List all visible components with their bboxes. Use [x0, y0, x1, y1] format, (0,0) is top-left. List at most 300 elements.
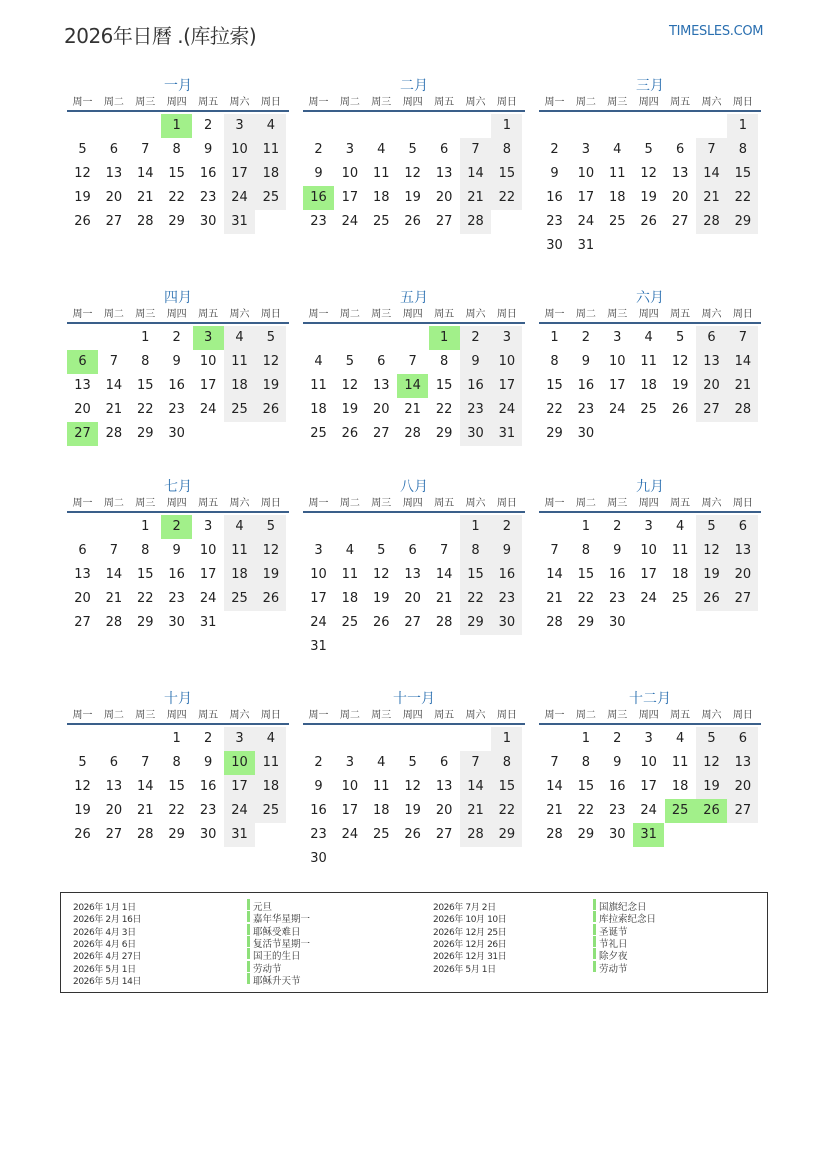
weekday-label: 周五 — [670, 710, 691, 721]
day-cell: 23 — [168, 591, 185, 606]
month-title: 十月 — [164, 691, 192, 707]
weekday-label: 周三 — [135, 710, 156, 721]
day-cell: 27 — [105, 214, 123, 229]
weekday-label: 周五 — [434, 710, 455, 721]
day-cell: 19 — [696, 563, 727, 587]
day-cell: 5 — [644, 142, 653, 157]
day-cell: 16 — [609, 567, 626, 582]
holiday-name: 除夕夜 — [593, 948, 628, 962]
weekday-header — [539, 93, 761, 107]
day-cell: 31 — [224, 823, 255, 847]
day-cell: 27 — [404, 615, 421, 630]
day-cell: 16 — [199, 779, 217, 794]
weekday-label: 周四 — [638, 97, 659, 108]
weekday-label: 周日 — [260, 710, 281, 721]
holiday-day-cell: 14 — [397, 374, 428, 398]
weekday-header — [67, 305, 289, 319]
day-cell: 13 — [105, 166, 123, 181]
day-cell: 7 — [109, 543, 119, 558]
day-cell: 12 — [696, 751, 727, 775]
day-cell: 26 — [404, 827, 421, 842]
day-cell: 20 — [74, 591, 91, 606]
day-cell: 13 — [435, 166, 453, 181]
holiday-date: 2026年 4月 6日 — [73, 939, 136, 950]
day-cell: 4 — [255, 114, 286, 138]
day-cell: 23 — [199, 803, 217, 818]
day-cell: 8 — [439, 354, 449, 369]
day-cell: 25 — [373, 214, 390, 229]
header-rule — [67, 322, 289, 324]
day-cell: 22 — [577, 591, 595, 606]
day-cell: 10 — [577, 166, 595, 181]
day-cell: 21 — [105, 591, 123, 606]
day-cell: 2 — [581, 330, 591, 345]
day-cell: 12 — [640, 166, 657, 181]
day-cell: 27 — [74, 615, 91, 630]
day-cell: 1 — [550, 330, 559, 345]
day-cell: 26 — [74, 214, 91, 229]
day-cell: 14 — [546, 567, 563, 582]
weekday-label: 周一 — [72, 498, 93, 509]
day-cell: 13 — [671, 166, 689, 181]
header-rule — [303, 723, 525, 725]
day-cell: 6 — [675, 142, 685, 157]
day-cell: 19 — [404, 190, 421, 205]
day-cell: 23 — [460, 398, 491, 422]
day-cell: 16 — [609, 779, 626, 794]
holiday-name: 耶稣受难日 — [247, 924, 301, 938]
weekday-label: 周四 — [402, 97, 423, 108]
day-cell: 28 — [460, 823, 491, 847]
day-cell: 10 — [341, 779, 359, 794]
weekday-label: 周四 — [638, 710, 659, 721]
day-cell: 20 — [696, 374, 727, 398]
day-cell: 8 — [172, 755, 181, 770]
day-cell: 7 — [109, 354, 119, 369]
day-cell: 29 — [491, 823, 522, 847]
weekday-header — [539, 706, 761, 720]
day-cell: 11 — [609, 166, 626, 181]
day-cell: 8 — [172, 142, 181, 157]
day-cell: 5 — [345, 354, 355, 369]
day-cell: 27 — [435, 214, 453, 229]
day-cell: 18 — [224, 374, 255, 398]
weekday-label: 周三 — [135, 309, 156, 320]
holiday-name: 耶稣升天节 — [247, 973, 301, 987]
day-cell: 29 — [460, 611, 491, 635]
day-cell: 13 — [105, 779, 123, 794]
day-cell: 14 — [105, 567, 123, 582]
day-cell: 21 — [435, 591, 453, 606]
day-cell: 10 — [310, 567, 327, 582]
day-cell: 11 — [640, 354, 657, 369]
day-cell: 15 — [727, 162, 758, 186]
day-cell: 17 — [491, 374, 522, 398]
weekday-label: 周六 — [701, 710, 722, 721]
weekday-header — [67, 494, 289, 508]
day-cell: 9 — [613, 543, 622, 558]
day-cell: 28 — [546, 615, 563, 630]
day-cell: 22 — [168, 803, 185, 818]
month-title: 八月 — [400, 479, 428, 495]
day-cell: 19 — [404, 803, 421, 818]
day-cell: 28 — [137, 827, 154, 842]
day-cell: 5 — [696, 515, 727, 539]
holiday-name: 劳动节 — [593, 961, 628, 975]
day-cell: 17 — [199, 378, 217, 393]
day-cell: 18 — [373, 190, 390, 205]
day-cell: 24 — [640, 803, 657, 818]
day-cell: 20 — [373, 402, 390, 417]
day-cell: 23 — [609, 803, 626, 818]
day-cell: 20 — [671, 190, 689, 205]
weekday-label: 周一 — [544, 97, 565, 108]
header-rule — [539, 723, 761, 725]
day-cell: 19 — [255, 563, 286, 587]
day-cell: 17 — [341, 190, 359, 205]
day-cell: 21 — [546, 591, 563, 606]
weekday-label: 周日 — [732, 710, 753, 721]
day-cell: 28 — [727, 398, 758, 422]
day-cell: 28 — [435, 615, 453, 630]
day-cell: 25 — [224, 398, 255, 422]
day-cell: 11 — [224, 350, 255, 374]
day-cell: 12 — [671, 354, 689, 369]
weekday-label: 周二 — [339, 309, 360, 320]
day-cell: 4 — [255, 727, 286, 751]
day-cell: 28 — [105, 615, 123, 630]
weekday-label: 周二 — [575, 498, 596, 509]
day-cell: 17 — [199, 567, 217, 582]
day-cell: 9 — [581, 354, 591, 369]
day-cell: 4 — [675, 731, 685, 746]
day-cell: 13 — [74, 378, 91, 393]
day-cell: 10 — [640, 755, 657, 770]
day-cell: 28 — [137, 214, 154, 229]
day-cell: 5 — [255, 326, 286, 350]
day-cell: 22 — [460, 587, 491, 611]
day-cell: 18 — [671, 779, 689, 794]
day-cell: 22 — [546, 402, 563, 417]
weekday-label: 周五 — [198, 97, 219, 108]
weekday-label: 周四 — [638, 309, 659, 320]
day-cell: 30 — [168, 615, 185, 630]
holiday-name: 复活节星期一 — [247, 936, 310, 950]
day-cell: 22 — [137, 402, 154, 417]
day-cell: 8 — [491, 138, 522, 162]
day-cell: 20 — [435, 190, 453, 205]
day-cell: 21 — [137, 190, 154, 205]
day-cell: 31 — [310, 639, 327, 654]
day-cell: 29 — [577, 615, 595, 630]
day-cell: 31 — [199, 615, 217, 630]
header-rule — [539, 511, 761, 513]
day-cell: 27 — [696, 398, 727, 422]
day-cell: 6 — [78, 543, 87, 558]
day-cell: 27 — [727, 587, 758, 611]
day-cell: 31 — [577, 238, 595, 253]
day-cell: 28 — [404, 426, 421, 441]
day-cell: 14 — [546, 779, 563, 794]
day-cell: 3 — [613, 330, 622, 345]
holiday-date: 2026年 4月 27日 — [73, 952, 142, 963]
day-cell: 11 — [671, 543, 689, 558]
day-cell: 18 — [341, 591, 359, 606]
day-cell: 6 — [727, 727, 758, 751]
day-cell: 4 — [675, 519, 685, 534]
day-cell: 22 — [727, 186, 758, 210]
day-cell: 4 — [224, 326, 255, 350]
day-cell: 26 — [74, 827, 91, 842]
day-cell: 12 — [404, 779, 421, 794]
day-cell: 3 — [203, 519, 213, 534]
day-cell: 17 — [224, 775, 255, 799]
day-cell: 30 — [310, 851, 327, 866]
weekday-label: 周一 — [308, 309, 329, 320]
day-cell: 8 — [141, 354, 150, 369]
day-cell: 27 — [435, 827, 453, 842]
weekday-label: 周日 — [260, 97, 281, 108]
holiday-date: 2026年 1月 1日 — [73, 903, 136, 913]
day-cell: 25 — [640, 402, 657, 417]
day-cell: 24 — [199, 402, 217, 417]
day-cell: 9 — [314, 779, 323, 794]
header-rule — [303, 322, 525, 324]
holiday-day-cell: 10 — [224, 751, 255, 775]
weekday-label: 周三 — [607, 710, 628, 721]
day-cell: 18 — [310, 402, 327, 417]
day-cell: 25 — [255, 186, 286, 210]
weekday-label: 周二 — [575, 710, 596, 721]
day-cell: 5 — [408, 755, 417, 770]
holiday-date: 2026年 2月 16日 — [73, 915, 142, 926]
day-cell: 5 — [255, 515, 286, 539]
weekday-label: 周五 — [670, 97, 691, 108]
day-cell: 6 — [696, 326, 727, 350]
day-cell: 23 — [577, 402, 595, 417]
day-cell: 19 — [74, 190, 91, 205]
day-cell: 24 — [577, 214, 595, 229]
day-cell: 21 — [460, 799, 491, 823]
weekday-header — [303, 305, 525, 319]
day-cell: 6 — [377, 354, 386, 369]
day-cell: 24 — [609, 402, 626, 417]
day-cell: 30 — [199, 827, 217, 842]
day-cell: 25 — [671, 591, 689, 606]
day-cell: 8 — [727, 138, 758, 162]
weekday-label: 周一 — [72, 97, 93, 108]
day-cell: 22 — [137, 591, 154, 606]
weekday-label: 周五 — [434, 97, 455, 108]
day-cell: 28 — [546, 827, 563, 842]
day-cell: 2 — [203, 118, 213, 133]
day-cell: 2 — [203, 731, 213, 746]
weekday-label: 周五 — [198, 710, 219, 721]
day-cell: 1 — [172, 731, 181, 746]
day-cell: 7 — [550, 543, 559, 558]
day-cell: 20 — [105, 803, 123, 818]
day-cell: 24 — [224, 186, 255, 210]
month-title: 十一月 — [393, 691, 435, 707]
day-cell: 5 — [408, 142, 417, 157]
day-cell: 18 — [224, 563, 255, 587]
day-cell: 15 — [577, 567, 595, 582]
day-cell: 29 — [137, 615, 154, 630]
day-cell: 21 — [137, 803, 154, 818]
day-cell: 6 — [109, 142, 119, 157]
day-cell: 14 — [727, 350, 758, 374]
day-cell: 4 — [377, 142, 386, 157]
holiday-date: 2026年 5月 1日 — [433, 964, 496, 975]
day-cell: 25 — [310, 426, 327, 441]
day-cell: 26 — [255, 587, 286, 611]
day-cell: 25 — [224, 587, 255, 611]
day-cell: 13 — [435, 779, 453, 794]
month-title: 七月 — [164, 479, 192, 495]
day-cell: 3 — [224, 114, 255, 138]
day-cell: 30 — [199, 214, 217, 229]
day-cell: 6 — [439, 755, 449, 770]
day-cell: 16 — [577, 378, 595, 393]
day-cell: 26 — [640, 214, 657, 229]
day-cell: 12 — [74, 779, 91, 794]
weekday-label: 周四 — [402, 309, 423, 320]
weekday-label: 周三 — [371, 309, 392, 320]
day-cell: 29 — [546, 426, 563, 441]
day-cell: 1 — [491, 727, 522, 751]
day-cell: 22 — [491, 186, 522, 210]
holiday-date: 2026年 5月 1日 — [73, 964, 136, 975]
weekday-label: 周四 — [166, 97, 187, 108]
day-cell: 16 — [310, 803, 327, 818]
holiday-date: 2026年 12月 31日 — [433, 952, 507, 963]
day-cell: 1 — [141, 330, 150, 345]
day-cell: 12 — [255, 539, 286, 563]
weekday-label: 周四 — [402, 498, 423, 509]
day-cell: 3 — [345, 142, 355, 157]
holiday-date: 2026年 4月 3日 — [73, 927, 136, 938]
day-cell: 17 — [310, 591, 327, 606]
day-cell: 15 — [137, 378, 154, 393]
day-cell: 12 — [696, 539, 727, 563]
day-cell: 10 — [341, 166, 359, 181]
day-cell: 18 — [640, 378, 657, 393]
day-cell: 24 — [341, 827, 359, 842]
day-cell: 14 — [460, 162, 491, 186]
day-cell: 7 — [141, 142, 150, 157]
day-cell: 29 — [137, 426, 154, 441]
day-cell: 20 — [727, 775, 758, 799]
day-cell: 26 — [341, 426, 359, 441]
header-rule — [303, 511, 525, 513]
day-cell: 24 — [224, 799, 255, 823]
header-rule — [303, 110, 525, 112]
month-title: 三月 — [636, 78, 664, 94]
day-cell: 30 — [546, 238, 563, 253]
day-cell: 7 — [408, 354, 417, 369]
weekday-label: 周三 — [371, 97, 392, 108]
day-cell: 15 — [491, 775, 522, 799]
day-cell: 27 — [671, 214, 689, 229]
day-cell: 2 — [491, 515, 522, 539]
day-cell: 15 — [460, 563, 491, 587]
day-cell: 3 — [491, 326, 522, 350]
day-cell: 24 — [640, 591, 657, 606]
day-cell: 4 — [224, 515, 255, 539]
header-rule — [67, 723, 289, 725]
month-title: 二月 — [400, 78, 428, 94]
day-cell: 8 — [581, 543, 591, 558]
holiday-day-cell: 26 — [696, 799, 727, 823]
weekday-label: 周四 — [166, 309, 187, 320]
day-cell: 29 — [168, 214, 185, 229]
day-cell: 6 — [109, 755, 119, 770]
day-cell: 24 — [491, 398, 522, 422]
day-cell: 12 — [404, 166, 421, 181]
weekday-header — [303, 494, 525, 508]
day-cell: 10 — [199, 543, 217, 558]
day-cell: 9 — [203, 142, 213, 157]
weekday-label: 周三 — [371, 498, 392, 509]
day-cell: 20 — [435, 803, 453, 818]
day-cell: 24 — [341, 214, 359, 229]
weekday-label: 周五 — [434, 498, 455, 509]
weekday-label: 周三 — [607, 498, 628, 509]
day-cell: 4 — [345, 543, 355, 558]
weekday-label: 周五 — [670, 309, 691, 320]
day-cell: 9 — [460, 350, 491, 374]
day-cell: 21 — [460, 186, 491, 210]
page-title: 2026年日曆 .(库拉索) — [64, 24, 257, 48]
site-brand[interactable]: TIMESLES.COM — [669, 24, 764, 39]
day-cell: 30 — [577, 426, 595, 441]
month-title: 四月 — [164, 290, 192, 306]
day-cell: 16 — [168, 567, 185, 582]
day-cell: 1 — [727, 114, 758, 138]
day-cell: 23 — [546, 214, 563, 229]
day-cell: 6 — [439, 142, 449, 157]
weekday-label: 周六 — [465, 309, 486, 320]
day-cell: 18 — [373, 803, 390, 818]
day-cell: 17 — [224, 162, 255, 186]
day-cell: 21 — [546, 803, 563, 818]
holiday-day-cell: 27 — [67, 422, 98, 446]
day-cell: 26 — [404, 214, 421, 229]
weekday-header — [539, 305, 761, 319]
day-cell: 12 — [341, 378, 359, 393]
day-cell: 13 — [727, 751, 758, 775]
month-title: 六月 — [636, 290, 664, 306]
day-cell: 19 — [341, 402, 359, 417]
holiday-list — [60, 892, 768, 993]
day-cell: 20 — [727, 563, 758, 587]
day-cell: 31 — [224, 210, 255, 234]
day-cell: 23 — [609, 591, 626, 606]
weekday-header — [67, 706, 289, 720]
day-cell: 23 — [310, 214, 327, 229]
weekday-label: 周六 — [701, 498, 722, 509]
holiday-date: 2026年 5月 14日 — [73, 976, 142, 987]
holiday-name: 元旦 — [247, 899, 272, 913]
weekday-label: 周日 — [496, 498, 517, 509]
day-cell: 1 — [460, 515, 491, 539]
day-cell: 15 — [168, 166, 185, 181]
weekday-label: 周五 — [670, 498, 691, 509]
weekday-label: 周三 — [135, 498, 156, 509]
weekday-header — [539, 494, 761, 508]
day-cell: 4 — [314, 354, 323, 369]
day-cell: 8 — [460, 539, 491, 563]
